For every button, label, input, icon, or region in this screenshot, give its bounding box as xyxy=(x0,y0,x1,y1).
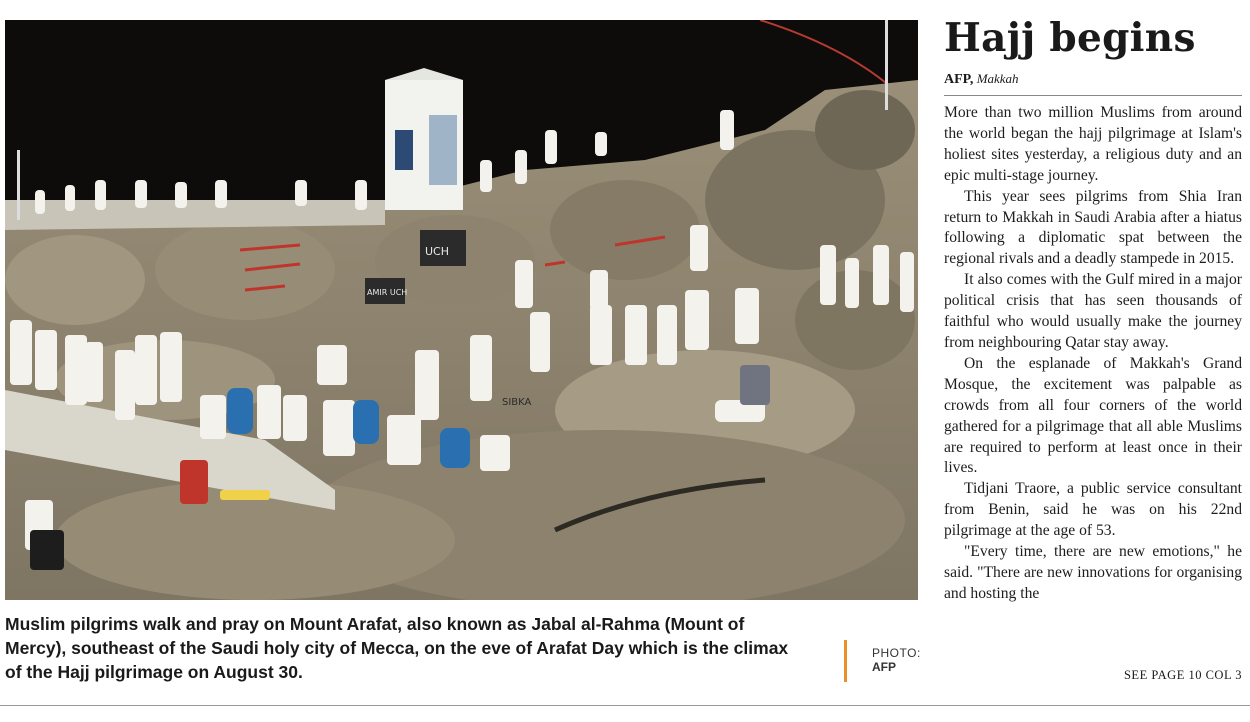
article-paragraph: It also comes with the Gulf mired in a major political crisis that has seen thousands of faithful who would usually make the journey from neighbouring Qatar stay away. xyxy=(944,271,1242,351)
news-photo xyxy=(5,20,918,600)
article-paragraph: More than two million Muslims from around the world began the hajj pilgrimage at Islam's holiest sites yesterday, a religious duty and an epic multi-stage journey. xyxy=(944,104,1242,184)
article-headline: Hajj begins xyxy=(944,15,1196,61)
photo-credit xyxy=(872,646,921,674)
page-divider xyxy=(0,705,1250,706)
photo-credit-name: AFP xyxy=(872,660,896,674)
continuation-jump[interactable]: SEE PAGE 10 COL 3 xyxy=(1123,668,1242,682)
graffiti-text: UCH xyxy=(425,245,450,258)
byline-agency: AFP, xyxy=(944,72,974,87)
byline xyxy=(944,71,1019,88)
article-paragraph: Tidjani Traore, a public service consultant from Benin, said he was on his 22nd pilgrimage at the age of 53. xyxy=(944,480,1242,540)
byline-dateline: Makkah xyxy=(976,71,1019,86)
divider xyxy=(944,95,1242,96)
credit-accent-bar xyxy=(844,640,847,682)
article-paragraph: This year sees pilgrims from Shia Iran return to Makkah in Saudi Arabia after a hiatus following a diplomatic spat between the regional rivals and a deadly stampede in 2015. xyxy=(944,187,1242,268)
graffiti-text: AMIR UCH xyxy=(367,288,408,297)
article-paragraph: "Every time, there are new emotions," he said. "There are new innovations for organising and hosting the xyxy=(944,543,1242,602)
photo-caption: Muslim pilgrims walk and pray on Mount Arafat, also known as Jabal al-Rahma (Mount of Mercy), southeast of the Saudi holy city of Mecca, on the eve of Arafat Day which is the climax of the Hajj pilgrimage on August 30. xyxy=(5,614,789,682)
article-body xyxy=(944,103,1242,605)
photo-credit-label: PHOTO: xyxy=(872,646,921,660)
mount-arafat-photo-illustration xyxy=(5,20,918,600)
graffiti-text: SIBKA xyxy=(502,397,532,408)
article-paragraph: On the esplanade of Makkah's Grand Mosque, the excitement was palpable as crowds from all four corners of the world gathered for a pilgrimage that all able Muslims are required to perform at least once in their lives. xyxy=(944,354,1242,477)
